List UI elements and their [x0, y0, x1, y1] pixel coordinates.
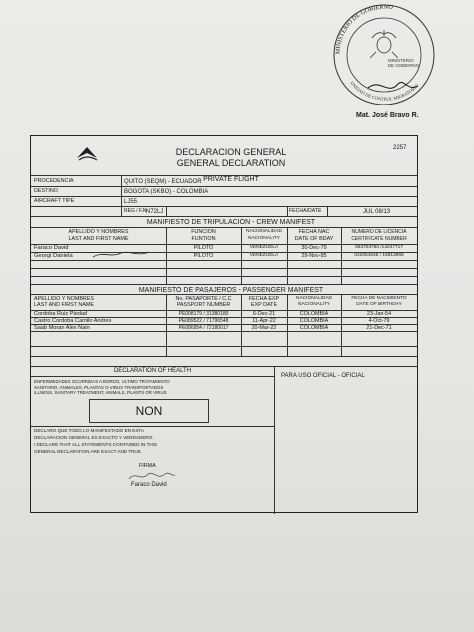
stamp-ring-top: MINISTERIO DE GOBIERNO: [334, 3, 394, 55]
pax-dob: 21-Dec-71: [366, 325, 392, 331]
stamp-ring-bottom: UNIDAD DE CONTROL MIGRATORIO: [349, 80, 420, 102]
aircraft-label: AIRCRAFT TIPE: [34, 198, 75, 204]
pax-passport: PE086954 / 72180017: [178, 325, 229, 331]
pax-name: Castro Cordoba Camilo Andres: [34, 318, 112, 324]
crew-header-nac-es: NACIONALIDAD: [246, 229, 282, 234]
pax-header-name-es: APELLIDO Y NOMBRES: [34, 296, 95, 302]
pax-nationality: COLOMBIA: [299, 311, 329, 317]
crew-bday: 29-Nov-85: [301, 253, 327, 259]
declaration-line-4: GENERAL DECLARATION ARE EXACT AND TRUE.: [34, 449, 143, 454]
pax-dob: 23-Jan-54: [366, 311, 392, 317]
title-es: DECLARACION GENERAL: [175, 147, 287, 157]
signature-scribble-icon: [127, 469, 177, 483]
flight-type: PRIVATE FLIGHT: [203, 176, 259, 183]
crew-function: PILOTO: [193, 253, 214, 259]
health-title: DECLARATION OF HEALTH: [113, 368, 192, 374]
crew-section-title: MANIFIESTO DE TRIPULACION - CREW MANIFEST: [146, 219, 316, 226]
procedencia-label: PROCEDENCIA: [34, 178, 74, 184]
pax-passport: PE008179 / 31380180: [178, 311, 229, 317]
pax-name: Cordoba Ruiz Piedad: [34, 311, 88, 317]
destino-value: BOGOTA (SKBO) - COLOMBIA: [124, 189, 209, 195]
pax-header-passport-en: PASSPORT NUMBER: [176, 302, 231, 308]
destino-label: DESTINO: [34, 188, 58, 194]
crew-cert: 042064648 / 16813865: [354, 253, 404, 258]
pax-exp: 6-Dec-21: [252, 311, 276, 317]
airline-logo-icon: [75, 144, 99, 162]
crew-cert: 063703760 /14247717: [354, 245, 404, 250]
official-use-label: PARA USO OFICIAL - OFICIAL: [281, 373, 365, 379]
crew-header-cert-en: CERTIFICATE NUMBER: [351, 236, 407, 242]
crew-nationality: VENEZUELA: [249, 253, 279, 258]
crew-header-cert-es: NUMERO DE LICENCIA: [351, 229, 407, 235]
declaration-line-3: I DECLARE THAT ALL STATEMENTS CONTAINED IN THIS: [34, 442, 158, 447]
pax-dob: 4-Oct-79: [368, 318, 390, 324]
firma-label: FIRMA: [139, 463, 156, 469]
pax-header-exp-en: EXP DATE: [250, 302, 278, 308]
fecha-label: FECHA/DATE: [289, 208, 322, 214]
declaration-line-2: DECLARACION GENERAL ES EXACTO Y VERDADERO.: [34, 435, 154, 440]
pax-header-name-en: LAST AND FIRST NAME: [34, 302, 95, 308]
health-text-en: ILLNESS, SANITARY TREATMENT, ANIMALS, PLANTS OR VIRUS: [34, 390, 167, 395]
pax-header-dob-en: DATE OF BIRTHDAY: [356, 302, 402, 307]
procedencia-value: QUITO (SEQM) - ECUADOR: [124, 179, 202, 185]
pax-passport: PE089522 / 71796548: [178, 318, 229, 324]
health-text-es: ENFERMEDADES OCURRIDAS A BORDO, ULTIMO TRATAMIENTO SANITARIO, ANIMALES, PLANTAS O VIRUS TRANSPORTADOS: [34, 379, 170, 390]
pax-name: Saab Moran Alex Nain: [34, 325, 90, 331]
pax-header-nac-es: NACIONALIDAD: [296, 296, 332, 301]
pax-nationality: COLOMBIA: [299, 325, 329, 331]
pax-header-dob-es: FECHA DE NACIMIENTO: [351, 296, 407, 301]
crew-header-nac-en: NACIONALITY: [248, 236, 280, 241]
crew-name: Faraco David: [34, 245, 69, 251]
pax-exp: 11-Apr-22: [252, 318, 276, 324]
reg-value: N72LJ: [146, 209, 164, 215]
government-stamp: [322, 0, 442, 105]
form-number: 2257: [393, 145, 407, 151]
stamp-signature-name: Mat. José Bravo R.: [356, 112, 419, 119]
health-value: NON: [135, 404, 163, 418]
crew-header-name-en: LAST AND FIRST NAME: [68, 236, 129, 242]
crew-header-bday-es: FECHA NAC: [298, 229, 330, 235]
fecha-value: JUL 08/13: [363, 209, 391, 215]
pax-header-exp-es: FECHA EXP: [248, 296, 280, 302]
crew-signature-scribble-icon: [91, 249, 151, 259]
title-en: GENERAL DECLARATION: [176, 158, 286, 168]
pax-exp: 20-Mar-22: [251, 325, 277, 331]
pax-header-passport-es: No. PASAPORTE / C.C: [175, 296, 232, 302]
crew-name: Georgi Daniela: [34, 253, 73, 259]
stamp-inner-line-2: DE GOBIERNO: [388, 63, 419, 68]
general-declaration-form: [30, 135, 418, 513]
signer-name: Faraco David: [131, 482, 167, 488]
reg-label: REG / F.N: [124, 208, 147, 214]
pax-nationality: COLOMBIA: [299, 318, 329, 324]
pax-header-nac-en: NACIONALITY: [298, 302, 330, 307]
stamp-inner-line-1: MINISTERIO: [388, 58, 414, 63]
crew-function: PILOTO: [193, 245, 214, 251]
crew-bday: 30-Dec-79: [301, 245, 327, 251]
crew-header-funcion-en: FUNTION: [191, 236, 216, 242]
crew-header-funcion-es: FUNCION: [191, 229, 216, 235]
crew-nationality: VENEZUELA: [249, 245, 279, 250]
aircraft-value: LJ55: [124, 199, 138, 205]
declaration-line-1: DECLARO QUE TODO LO MANIFESTADO EN ESTA: [34, 428, 144, 433]
crew-header-name-es: APELLIDO Y NOMBRES: [68, 229, 129, 235]
passenger-section-title: MANIFIESTO DE PASAJEROS - PASSENGER MANIFEST: [138, 287, 324, 294]
crew-header-bday-en: DATE OF BDAY: [294, 236, 334, 242]
stamp-seal-icon: [322, 0, 442, 105]
